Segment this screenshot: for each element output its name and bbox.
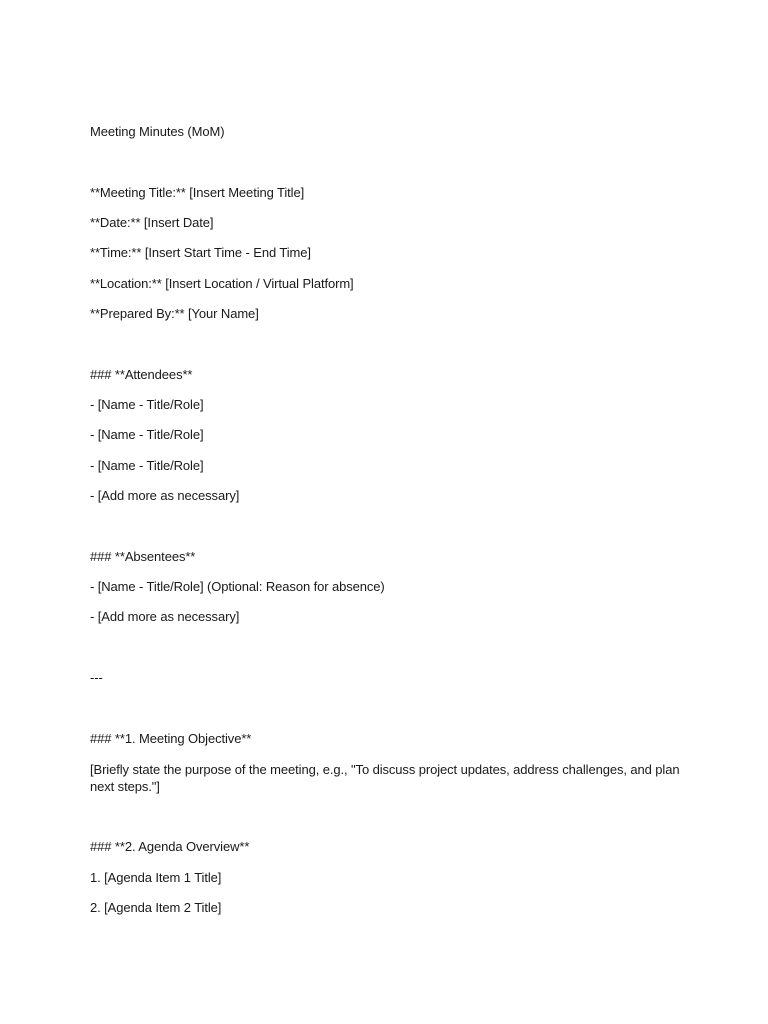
agenda-heading: ### **2. Agenda Overview** (90, 839, 250, 854)
absentee-item: - [Name - Title/Role] (Optional: Reason for absence) (90, 579, 385, 594)
objective-text: [Briefly state the purpose of the meeting, e.g., "To discuss project updates, address challenges, and plan next steps."] (90, 762, 680, 794)
attendee-item: - [Add more as necessary] (90, 488, 240, 503)
absentees-heading: ### **Absentees** (90, 549, 196, 564)
attendees-heading: ### **Attendees** (90, 367, 193, 382)
meta-time: **Time:** [Insert Start Time - End Time] (90, 245, 311, 260)
objective-heading: ### **1. Meeting Objective** (90, 731, 252, 746)
meta-prepared-by: **Prepared By:** [Your Name] (90, 306, 259, 321)
meta-location: **Location:** [Insert Location / Virtual Platform] (90, 276, 354, 291)
document-title: Meeting Minutes (MoM) (90, 124, 225, 139)
section-separator: --- (90, 670, 103, 685)
meta-meeting-title: **Meeting Title:** [Insert Meeting Title] (90, 185, 305, 200)
attendee-item: - [Name - Title/Role] (90, 458, 204, 473)
absentee-item: - [Add more as necessary] (90, 609, 240, 624)
attendee-item: - [Name - Title/Role] (90, 397, 204, 412)
agenda-item: 2. [Agenda Item 2 Title] (90, 900, 222, 915)
agenda-item: 1. [Agenda Item 1 Title] (90, 870, 222, 885)
attendee-item: - [Name - Title/Role] (90, 427, 204, 442)
meta-date: **Date:** [Insert Date] (90, 215, 214, 230)
